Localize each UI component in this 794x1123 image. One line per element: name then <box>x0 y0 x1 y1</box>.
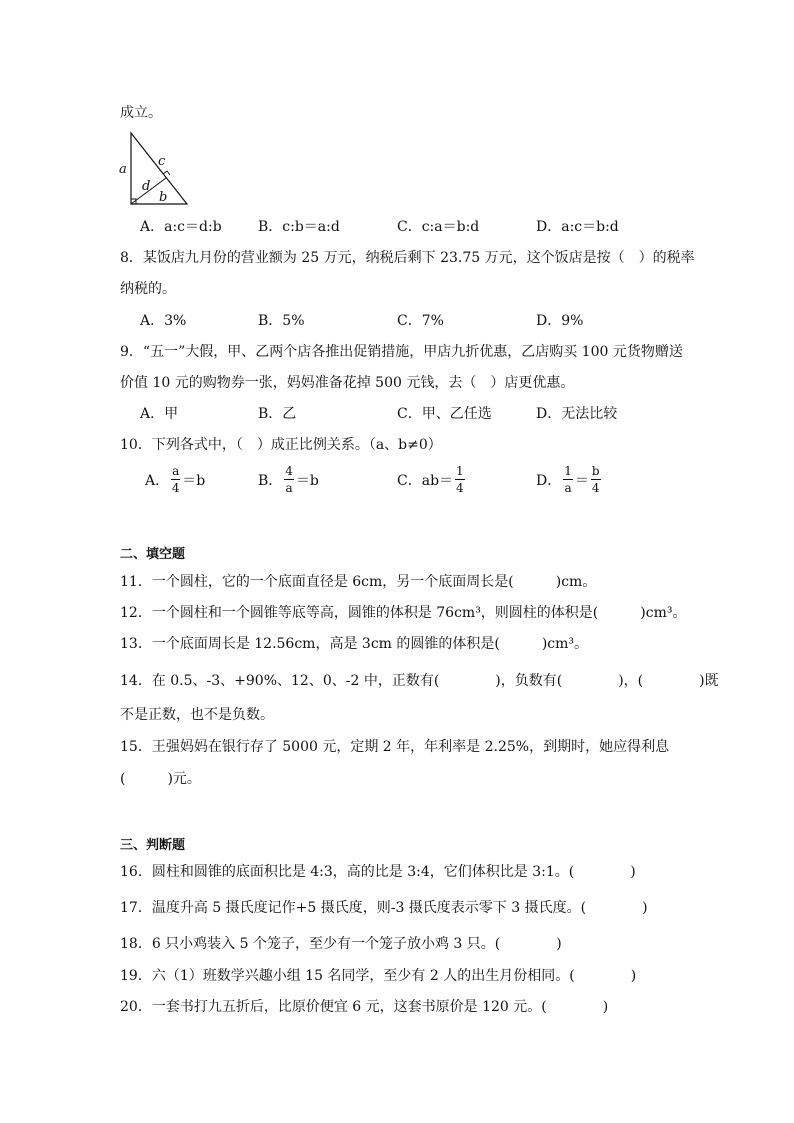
q17-text: 17．温度升高 5 摄氏度记作+5 摄氏度，则-3 摄氏度表示零下 3 摄氏度。( ) <box>120 900 648 916</box>
q11-text: 11．一个圆柱，它的一个底面直径是 6cm，另一个底面周长是( )cm。 <box>120 574 597 590</box>
q19-text: 19．六（1）班数学兴趣小组 15 名同学，至少有 2 人的出生月份相同。( ) <box>120 968 637 984</box>
q7-option-a[interactable]: A．a:c＝d:b <box>140 219 222 235</box>
q10-line-1: 10．下列各式中，（ ）成正比例关系。（a、b≠0） <box>120 437 442 453</box>
q14-line-1: 14．在 0.5、-3、+90%、12、0、-2 中，正数有( )，负数有( )，( )既 <box>120 673 719 689</box>
label-a: a <box>119 162 127 177</box>
q7-tail-text: 成立。 <box>120 105 162 121</box>
label-c: c <box>158 154 166 169</box>
q15-line-2: ( )元。 <box>120 771 201 787</box>
label-d: d <box>142 179 151 194</box>
q15-line-1: 15．王强妈妈在银行存了 5000 元，定期 2 年，年利率是 2.25%，到期时，她应得利息 <box>120 739 670 755</box>
q9-option-d[interactable]: D．无法比较 <box>536 406 618 422</box>
q10-option-c-label: C． <box>397 472 422 489</box>
q12-text: 12．一个圆柱和一个圆锥等底等高，圆锥的体积是 76cm³，则圆柱的体积是( )cm³。 <box>120 605 687 621</box>
q20-text: 20．一套书打九五折后，比原价便宜 6 元，这套书原价是 120 元。( ) <box>120 999 609 1015</box>
label-b: b <box>159 190 168 205</box>
q18-text: 18．6 只小鸡装入 5 个笼子，至少有一个笼子放小鸡 3 只。( ) <box>120 936 562 952</box>
denominator: 4 <box>591 481 600 495</box>
q8-line-2: 纳税的。 <box>120 281 176 297</box>
q10-option-d[interactable] <box>536 465 603 494</box>
denominator: 4 <box>456 481 464 495</box>
q7-option-b[interactable]: B．c:b＝a:d <box>258 219 340 235</box>
numerator: 1 <box>456 464 464 478</box>
denominator: a <box>564 481 572 495</box>
equation-rest: ＝b <box>182 472 206 489</box>
q16-text: 16．圆柱和圆锥的底面积比是 4:3，高的比是 3:4，它们体积比是 3:1。( ) <box>120 864 636 880</box>
q9-option-a[interactable]: A．甲 <box>140 406 179 422</box>
q8-option-c[interactable]: C．7% <box>397 313 444 329</box>
numerator: a <box>172 464 180 478</box>
section-2-title: 二、填空题 <box>120 547 186 562</box>
q10-option-b[interactable] <box>258 465 319 494</box>
q9-option-c[interactable]: C．甲、乙任选 <box>397 406 492 422</box>
fraction <box>591 465 601 494</box>
q10-option-a[interactable] <box>145 465 205 494</box>
q10-option-a-label: A． <box>145 472 170 489</box>
q8-line-1: 8．某饭店九月份的营业额为 25 万元，纳税后剩下 23.75 万元，这个饭店是按（ ）的税率 <box>120 250 695 266</box>
q13-text: 13．一个底面周长是 12.56cm，高是 3cm 的圆锥的体积是( )cm³。 <box>120 636 589 652</box>
numerator: 1 <box>564 464 572 478</box>
q10-option-c[interactable] <box>397 465 467 494</box>
q14-line-2: 不是正数，也不是负数。 <box>120 707 274 723</box>
q10-option-b-label: B． <box>258 472 283 489</box>
section-3-title: 三、判断题 <box>120 838 186 853</box>
q9-line-1: 9．“五一”大假，甲、乙两个店各推出促销措施，甲店九折优惠，乙店购买 100 元货物赠送 <box>120 344 683 360</box>
q8-option-a[interactable]: A．3% <box>140 313 187 329</box>
equation-pre: ab＝ <box>421 472 454 489</box>
q9-option-b[interactable]: B．乙 <box>258 406 297 422</box>
fraction <box>455 465 465 494</box>
fraction <box>171 465 180 494</box>
q7-option-c[interactable]: C．c:a＝b:d <box>397 219 480 235</box>
q9-line-2: 价值 10 元的购物券一张，妈妈准备花掉 500 元钱，去（ ）店更优惠。 <box>120 375 575 391</box>
q10-option-d-label: D． <box>536 472 562 489</box>
denominator: a <box>285 481 293 495</box>
numerator: b <box>591 464 600 478</box>
fraction <box>563 465 573 494</box>
equation-mid: ＝ <box>574 472 589 489</box>
numerator: 4 <box>285 464 293 478</box>
equation-rest: ＝b <box>295 472 319 489</box>
q7-option-d[interactable]: D．a:c＝b:d <box>536 219 619 235</box>
right-triangle-figure <box>114 128 194 210</box>
q8-option-d[interactable]: D．9% <box>536 313 584 329</box>
fraction <box>284 465 294 494</box>
q8-option-b[interactable]: B．5% <box>258 313 305 329</box>
denominator: 4 <box>171 481 180 495</box>
